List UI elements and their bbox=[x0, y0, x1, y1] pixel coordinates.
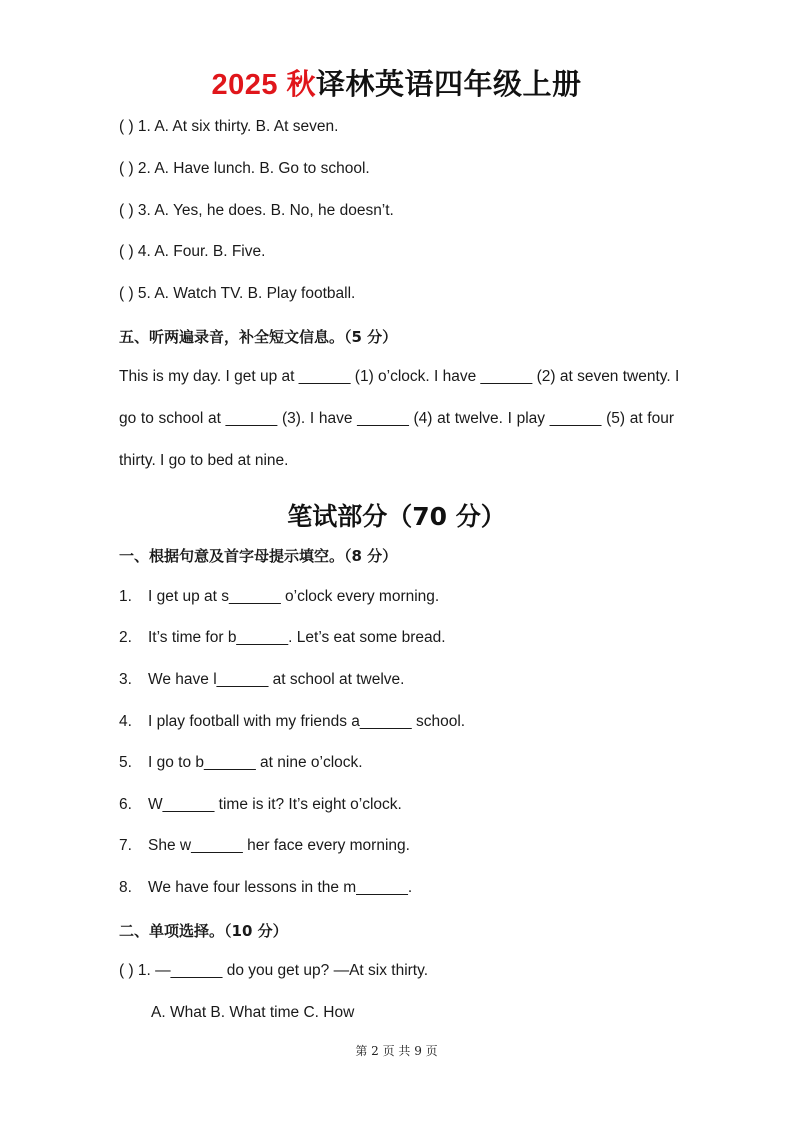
part1-item-8 bbox=[119, 879, 412, 897]
item-number: 3. bbox=[119, 671, 132, 688]
item-number: 8. bbox=[119, 879, 132, 896]
part1-item-6 bbox=[119, 796, 402, 814]
document-title bbox=[0, 62, 793, 103]
listening-item-4: ( ) 4. A. Four. B. Five. bbox=[119, 243, 266, 260]
part1-item-2 bbox=[119, 629, 446, 647]
part2-heading: 二、单项选择。（10 分） bbox=[119, 922, 288, 940]
item-text: She w______ her face every morning. bbox=[148, 837, 410, 854]
part1-heading: 一、根据句意及首字母提示填空。（8 分） bbox=[119, 547, 398, 565]
listening-item-5: ( ) 5. A. Watch TV. B. Play football. bbox=[119, 285, 356, 302]
item-text: I get up at s______ o’clock every morning. bbox=[148, 588, 440, 605]
part1-item-5 bbox=[119, 754, 363, 772]
item-number: 6. bbox=[119, 796, 132, 813]
item-text: W______ time is it? It’s eight o’clock. bbox=[148, 796, 402, 813]
listening-item-2: ( ) 2. A. Have lunch. B. Go to school. bbox=[119, 160, 370, 177]
item-text: It’s time for b______. Let’s eat some bread. bbox=[148, 629, 446, 646]
section5-line-2: go to school at ______ (3). I have ______ (4) at twelve. I play ______ (5) at four bbox=[119, 410, 674, 427]
title-season: 秋 bbox=[286, 69, 317, 101]
part1-item-1 bbox=[119, 588, 439, 606]
page-footer: 第 2 页 共 9 页 bbox=[355, 1044, 438, 1058]
item-number: 5. bbox=[119, 754, 132, 771]
item-number: 4. bbox=[119, 713, 132, 730]
title-year: 2025 bbox=[211, 69, 278, 101]
item-number: 7. bbox=[119, 837, 132, 854]
item-text: I play football with my friends a______ school. bbox=[148, 713, 466, 730]
section5-heading: 五、听两遍录音，补全短文信息。（5 分） bbox=[119, 328, 398, 346]
part1-item-7 bbox=[119, 837, 410, 855]
part2-question-1: ( ) 1. —______ do you get up? —At six thirty. bbox=[119, 962, 429, 979]
section5-line-1: This is my day. I get up at ______ (1) o’clock. I have ______ (2) at seven twenty. I bbox=[119, 368, 680, 385]
listening-item-3: ( ) 3. A. Yes, he does. B. No, he doesn’t. bbox=[119, 202, 394, 219]
item-text: We have four lessons in the m______. bbox=[148, 879, 413, 896]
item-text: We have l______ at school at twelve. bbox=[148, 671, 405, 688]
part1-item-3 bbox=[119, 671, 404, 689]
item-number: 2. bbox=[119, 629, 132, 646]
written-section-title: 笔试部分（70 分） bbox=[287, 502, 506, 531]
item-number: 1. bbox=[119, 588, 132, 605]
title-rest: 译林英语四年级上册 bbox=[316, 69, 582, 101]
item-text: I go to b______ at nine o’clock. bbox=[148, 754, 363, 771]
part2-question-1-options: A. What B. What time C. How bbox=[151, 1004, 355, 1021]
listening-item-1: ( ) 1. A. At six thirty. B. At seven. bbox=[119, 118, 339, 135]
section5-line-3: thirty. I go to bed at nine. bbox=[119, 452, 289, 469]
part1-item-4 bbox=[119, 713, 465, 731]
